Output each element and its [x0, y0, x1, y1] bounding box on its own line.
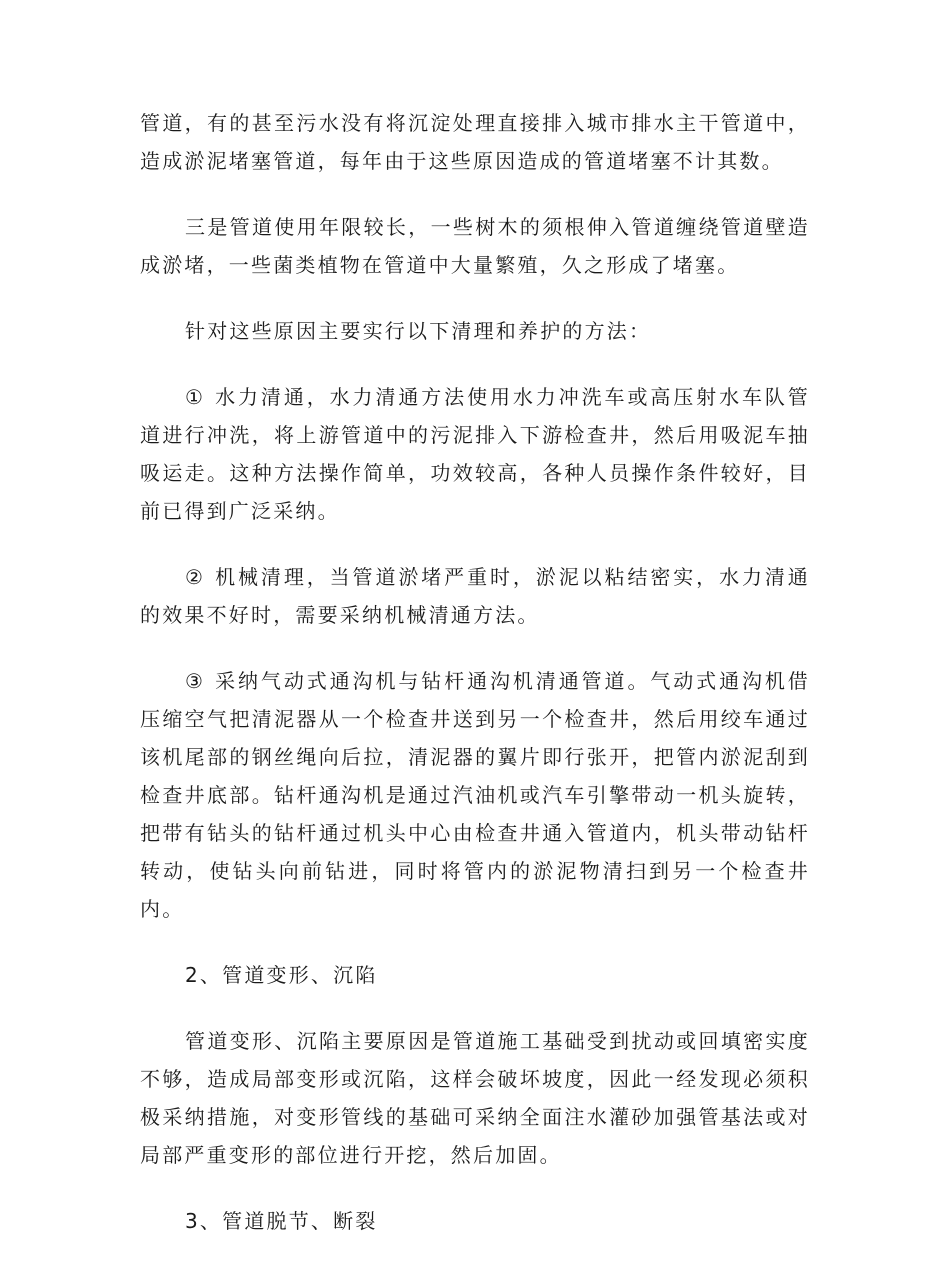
paragraph-third-cause: 三是管道使用年限较长，一些树木的须根伸入管道缠绕管道壁造成淤堵，一些菌类植物在管道中大量繁殖，久之形成了堵塞。: [140, 215, 810, 277]
paragraph-methods-intro: 针对这些原因主要实行以下清理和养护的方法：: [185, 319, 652, 343]
paragraph-pneumatic-drill-cleaning: ③ 采纳气动式通沟机与钻杆通沟机清通管道。气动式通沟机借压缩空气把清泥器从一个检查井送到另一个检查井，然后用绞车通过该机尾部的钢丝绳向后拉，清泥器的翼片即行张开，把管内淤泥刮到检查井底部。钻杆通沟机是通过汽油机或汽车引擎带动一机头旋转，把带有钻头的钻杆通过机头中心由检查井通入管道内，机头带动钻杆转动，使钻头向前钻进，同时将管内的淤泥物清扫到另一个检查井内。: [140, 669, 810, 921]
section-heading-fracture: 3、管道脱节、断裂: [185, 1209, 378, 1233]
document-body: [140, 104, 810, 1268]
section-heading-deformation: 2、管道变形、沉陷: [185, 963, 378, 987]
paragraph-mechanical-cleaning: ② 机械清理，当管道淤堵严重时，淤泥以粘结密实，水力清通的效果不好时，需要采纳机械清通方法。: [140, 565, 810, 627]
paragraph-hydraulic-cleaning: ① 水力清通，水力清通方法使用水力冲洗车或高压射水车队管道进行冲洗，将上游管道中的污泥排入下游检查井，然后用吸泥车抽吸运走。这种方法操作简单，功效较高，各种人员操作条件较好，目前已得到广泛采纳。: [140, 385, 810, 523]
paragraph-deformation: 管道变形、沉陷主要原因是管道施工基础受到扰动或回填密实度不够，造成局部变形或沉陷，这样会破坏坡度，因此一经发现必须积极采纳措施，对变形管线的基础可采纳全面注水灌砂加强管基法或对局部严重变形的部位进行开挖，然后加固。: [140, 1029, 810, 1167]
paragraph-pipe-blockage-causes: 管道，有的甚至污水没有将沉淀处理直接排入城市排水主干管道中，造成淤泥堵塞管道，每年由于这些原因造成的管道堵塞不计其数。: [140, 111, 810, 173]
